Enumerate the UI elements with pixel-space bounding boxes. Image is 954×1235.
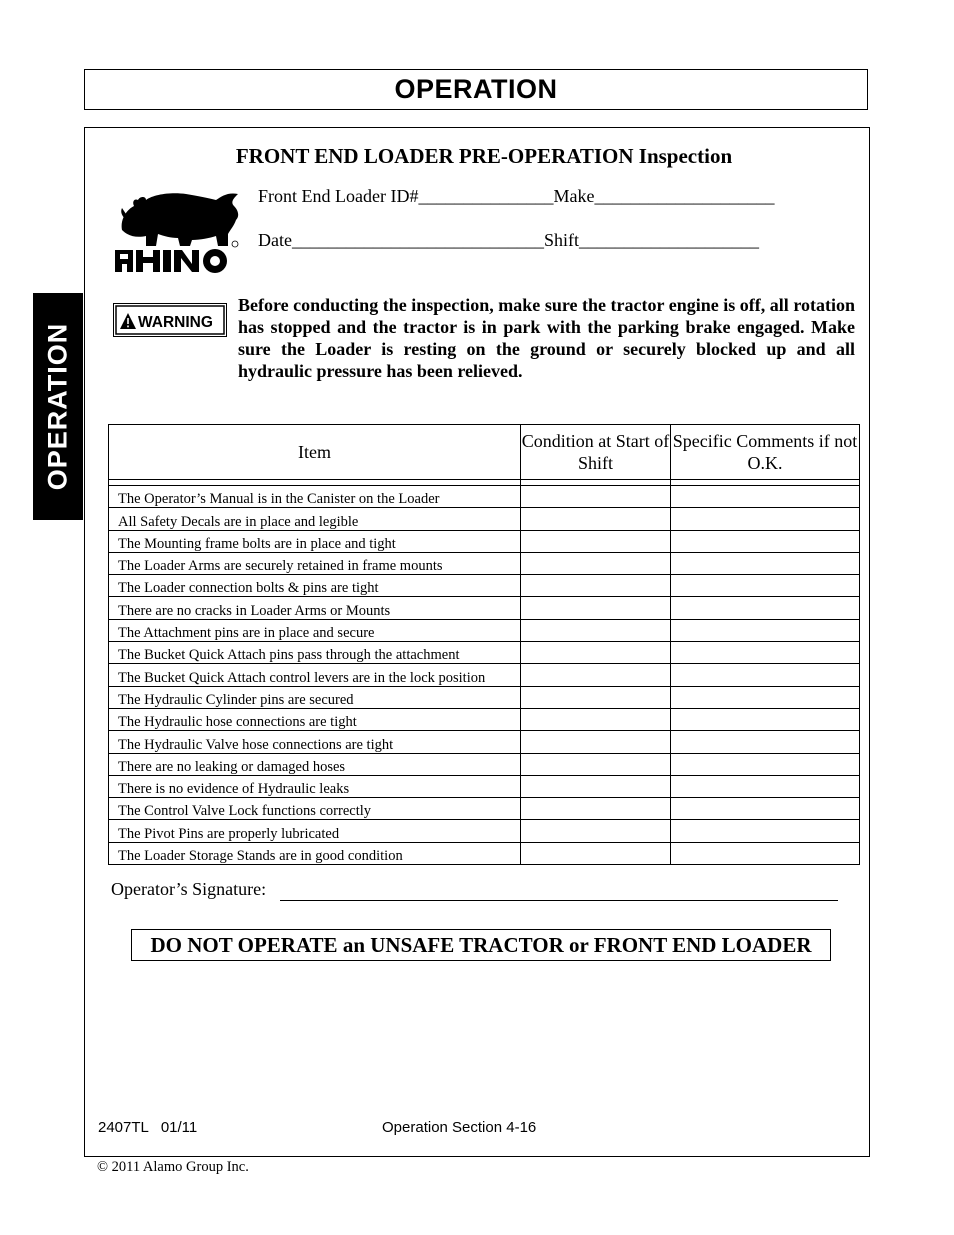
comments-cell[interactable] bbox=[671, 486, 860, 508]
checklist-item: The Hydraulic Valve hose connections are tight bbox=[109, 731, 521, 753]
condition-cell[interactable] bbox=[521, 642, 671, 664]
checklist-item: There is no evidence of Hydraulic leaks bbox=[109, 775, 521, 797]
condition-cell[interactable] bbox=[521, 486, 671, 508]
condition-cell[interactable] bbox=[521, 664, 671, 686]
checklist-item: The Pivot Pins are properly lubricated bbox=[109, 820, 521, 842]
side-section-tab bbox=[33, 293, 83, 520]
checklist-item: There are no cracks in Loader Arms or Mounts bbox=[109, 597, 521, 619]
condition-cell[interactable] bbox=[521, 775, 671, 797]
checklist-item: The Attachment pins are in place and secure bbox=[109, 619, 521, 641]
side-tab-label: OPERATION bbox=[42, 322, 73, 491]
comments-cell[interactable] bbox=[671, 708, 860, 730]
checklist-item: The Operator’s Manual is in the Canister on the Loader bbox=[109, 486, 521, 508]
table-row bbox=[109, 575, 860, 597]
loader-id-make-field: Front End Loader ID#_______________Make____________________ bbox=[258, 186, 775, 206]
form-title: FRONT END LOADER PRE-OPERATION Inspection bbox=[235, 144, 733, 168]
unsafe-notice: DO NOT OPERATE an UNSAFE TRACTOR or FRONT END LOADER bbox=[131, 929, 831, 961]
condition-cell[interactable] bbox=[521, 619, 671, 641]
table-row bbox=[109, 842, 860, 864]
footer-doc-code: 2407TL 01/11 bbox=[98, 1119, 198, 1136]
table-row bbox=[109, 642, 860, 664]
footer-section: Operation Section 4-16 bbox=[382, 1119, 537, 1136]
comments-cell[interactable] bbox=[671, 731, 860, 753]
checklist-item: The Bucket Quick Attach control levers are in the lock position bbox=[109, 664, 521, 686]
table-row bbox=[109, 753, 860, 775]
warning-triangle-icon bbox=[113, 303, 227, 337]
header-comments: Specific Comments if not O.K. bbox=[671, 425, 860, 480]
copyright: © 2011 Alamo Group Inc. bbox=[97, 1159, 249, 1175]
comments-cell[interactable] bbox=[671, 530, 860, 552]
date-shift-field: Date____________________________Shift____________________ bbox=[258, 230, 759, 250]
page-title: OPERATION bbox=[394, 74, 558, 104]
table-row bbox=[109, 619, 860, 641]
comments-cell[interactable] bbox=[671, 798, 860, 820]
warning-badge-label: WARNING bbox=[138, 314, 213, 331]
comments-cell[interactable] bbox=[671, 664, 860, 686]
table-row bbox=[109, 708, 860, 730]
checklist-item: All Safety Decals are in place and legible bbox=[109, 508, 521, 530]
comments-cell[interactable] bbox=[671, 753, 860, 775]
table-row bbox=[109, 664, 860, 686]
checklist-item: The Hydraulic Cylinder pins are secured bbox=[109, 686, 521, 708]
comments-cell[interactable] bbox=[671, 820, 860, 842]
checklist-item: The Hydraulic hose connections are tight bbox=[109, 708, 521, 730]
inspection-checklist-table bbox=[108, 424, 860, 865]
condition-cell[interactable] bbox=[521, 552, 671, 574]
condition-cell[interactable] bbox=[521, 708, 671, 730]
condition-cell[interactable] bbox=[521, 820, 671, 842]
table-row bbox=[109, 820, 860, 842]
checklist-item: The Control Valve Lock functions correctly bbox=[109, 798, 521, 820]
condition-cell[interactable] bbox=[521, 530, 671, 552]
page-header bbox=[84, 69, 868, 110]
table-row bbox=[109, 597, 860, 619]
comments-cell[interactable] bbox=[671, 775, 860, 797]
condition-cell[interactable] bbox=[521, 508, 671, 530]
comments-cell[interactable] bbox=[671, 508, 860, 530]
comments-cell[interactable] bbox=[671, 642, 860, 664]
signature-line bbox=[280, 900, 838, 901]
comments-cell[interactable] bbox=[671, 619, 860, 641]
comments-cell[interactable] bbox=[671, 552, 860, 574]
table-row bbox=[109, 486, 860, 508]
comments-cell[interactable] bbox=[671, 842, 860, 864]
condition-cell[interactable] bbox=[521, 753, 671, 775]
signature-label: Operator’s Signature: bbox=[111, 879, 267, 899]
condition-cell[interactable] bbox=[521, 597, 671, 619]
table-row bbox=[109, 508, 860, 530]
table-row bbox=[109, 552, 860, 574]
warning-text: Before conducting the inspection, make sure the tractor engine is off, all rotation has stopped and the tractor is in park with the parking brake engaged. Make sure the Loader is resting on the ground or securely blocked up and all hydraulic pressure has been relieved. bbox=[238, 295, 855, 381]
comments-cell[interactable] bbox=[671, 575, 860, 597]
table-row bbox=[109, 731, 860, 753]
comments-cell[interactable] bbox=[671, 686, 860, 708]
table-row bbox=[109, 798, 860, 820]
checklist-item: The Mounting frame bolts are in place and tight bbox=[109, 530, 521, 552]
checklist-item: The Loader Arms are securely retained in frame mounts bbox=[109, 552, 521, 574]
condition-cell[interactable] bbox=[521, 686, 671, 708]
table-row bbox=[109, 686, 860, 708]
checklist-item: There are no leaking or damaged hoses bbox=[109, 753, 521, 775]
warning-badge bbox=[113, 303, 227, 337]
header-condition: Condition at Start of Shift bbox=[521, 425, 671, 480]
table-header-row bbox=[109, 425, 860, 480]
condition-cell[interactable] bbox=[521, 842, 671, 864]
comments-cell[interactable] bbox=[671, 597, 860, 619]
condition-cell[interactable] bbox=[521, 798, 671, 820]
table-row bbox=[109, 775, 860, 797]
condition-cell[interactable] bbox=[521, 731, 671, 753]
checklist-item: The Bucket Quick Attach pins pass through the attachment bbox=[109, 642, 521, 664]
rhino-logo bbox=[112, 190, 244, 276]
checklist-item: The Loader connection bolts & pins are tight bbox=[109, 575, 521, 597]
table-row bbox=[109, 530, 860, 552]
header-item: Item bbox=[109, 425, 521, 480]
condition-cell[interactable] bbox=[521, 575, 671, 597]
checklist-item: The Loader Storage Stands are in good condition bbox=[109, 842, 521, 864]
